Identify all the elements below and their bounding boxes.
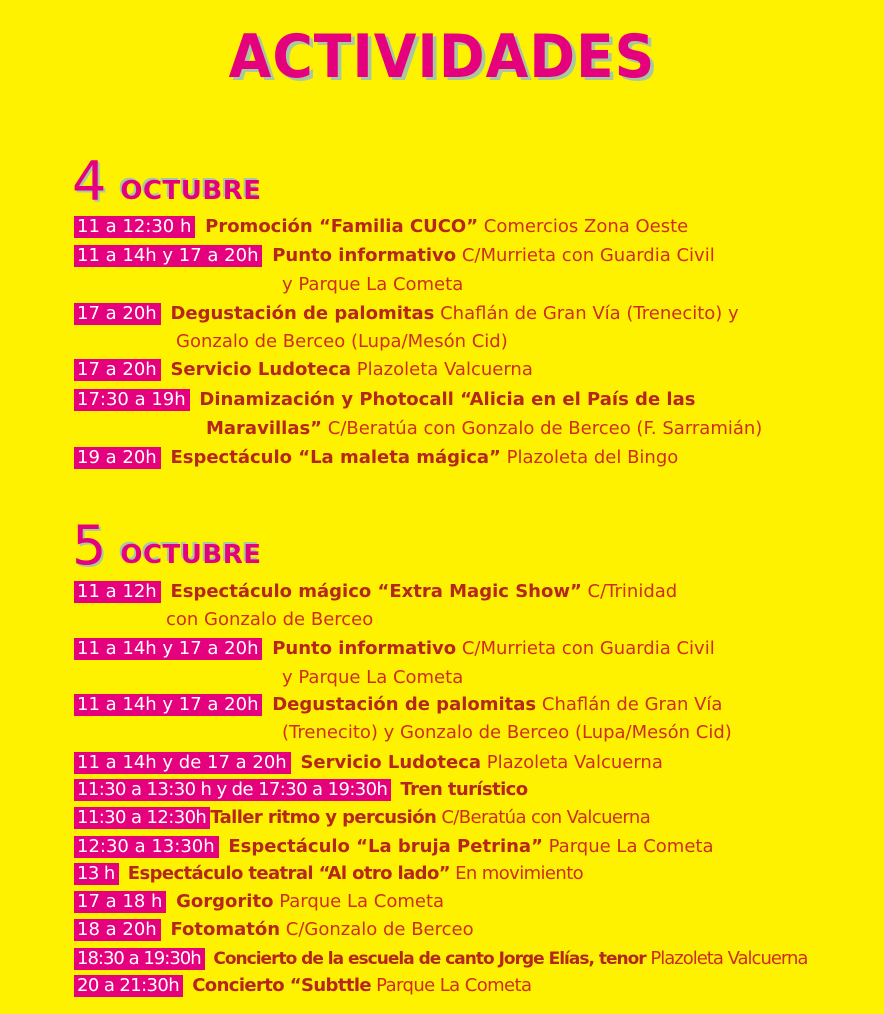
event-row	[74, 447, 678, 469]
event-time: 18:30 a 19:30h	[74, 948, 205, 970]
event-row	[74, 919, 474, 941]
event-location: En movimiento	[455, 863, 584, 884]
event-time: 17 a 18 h	[74, 891, 166, 913]
event-location-cont: (Trenecito) y Gonzalo de Berceo (Lupa/Mesón Cid)	[282, 722, 732, 743]
event-time: 19 a 20h	[74, 447, 161, 469]
event-time: 11 a 14h y 17 a 20h	[74, 694, 262, 716]
event-activity: Espectáculo teatral “Al otro lado”	[127, 863, 450, 884]
event-time: 17:30 a 19h	[74, 389, 190, 411]
event-location: Plazoleta del Bingo	[506, 447, 679, 468]
event-activity: Servicio Ludoteca	[170, 359, 352, 380]
event-time: 17 a 20h	[74, 303, 161, 325]
event-time: 11:30 a 12:30h	[74, 807, 210, 829]
event-row	[74, 245, 715, 267]
event-time: 11 a 14h y 17 a 20h	[74, 638, 262, 660]
event-location-cont: Gonzalo de Berceo (Lupa/Mesón Cid)	[176, 331, 508, 352]
day-month: OCTUBRE	[120, 540, 262, 570]
event-row	[74, 389, 695, 411]
day-number: 4	[72, 150, 107, 213]
event-location-cont: con Gonzalo de Berceo	[166, 609, 374, 630]
event-time: 12:30 a 13:30h	[74, 836, 219, 858]
event-location: C/Beratúa con Valcuerna	[441, 807, 651, 828]
event-row	[74, 638, 715, 660]
event-time: 13 h	[74, 863, 119, 885]
day-month: OCTUBRE	[120, 176, 262, 206]
event-row	[74, 359, 533, 381]
event-time: 11:30 a 13:30 h y de 17:30 a 19:30h	[74, 779, 391, 801]
event-location: Comercios Zona Oeste	[483, 216, 689, 237]
event-row	[74, 694, 722, 716]
event-location: Chaflán de Gran Vía (Trenecito) y	[440, 303, 739, 324]
event-location: C/Murrieta con Guardia Civil	[461, 245, 715, 266]
event-activity: Promoción “Familia CUCO”	[205, 216, 479, 237]
event-time: 11 a 12h	[74, 581, 161, 603]
event-location: C/Gonzalo de Berceo	[285, 919, 474, 940]
event-row	[74, 779, 527, 801]
event-activity: Punto informativo	[272, 245, 457, 266]
event-activity: Gorgorito	[176, 891, 274, 912]
event-activity: Taller ritmo y percusión	[210, 807, 437, 828]
event-activity: Concierto “Subttle	[192, 975, 372, 996]
event-location: Plazoleta Valcuerna	[650, 948, 808, 969]
event-time: 11 a 14h y de 17 a 20h	[74, 752, 291, 774]
event-time: 18 a 20h	[74, 919, 161, 941]
event-activity: Dinamización y Photocall “Alicia en el País de las	[199, 389, 696, 410]
event-location: Parque La Cometa	[376, 975, 532, 996]
event-activity: Espectáculo “La bruja Petrina”	[228, 836, 543, 857]
event-activity: Espectáculo “La maleta mágica”	[170, 447, 501, 468]
event-time: 20 a 21:30h	[74, 975, 183, 997]
event-activity: Punto informativo	[272, 638, 457, 659]
event-time: 11 a 14h y 17 a 20h	[74, 245, 262, 267]
event-location-cont: y Parque La Cometa	[282, 274, 464, 295]
event-time: 11 a 12:30 h	[74, 216, 195, 238]
event-cont-line	[206, 418, 762, 440]
day-number: 5	[72, 514, 107, 577]
event-row	[74, 863, 583, 885]
event-location: C/Trinidad	[587, 581, 678, 602]
event-location: Parque La Cometa	[279, 891, 445, 912]
event-location: Plazoleta Valcuerna	[486, 752, 663, 773]
event-row	[74, 303, 739, 325]
event-activity: Degustación de palomitas	[272, 694, 537, 715]
event-location: C/Murrieta con Guardia Civil	[461, 638, 715, 659]
day-heading-5	[72, 514, 262, 577]
page-title: ACTIVIDADES	[228, 22, 656, 92]
event-location: Plazoleta Valcuerna	[356, 359, 533, 380]
event-activity: Degustación de palomitas	[170, 303, 435, 324]
event-row	[74, 581, 677, 603]
event-location-cont: C/Beratúa con Gonzalo de Berceo (F. Sarramián)	[327, 418, 763, 439]
event-activity-cont: Maravillas”	[206, 418, 323, 439]
event-activity: Concierto de la escuela de canto Jorge Elías, tenor	[213, 949, 646, 969]
event-row	[74, 807, 650, 829]
event-activity: Espectáculo mágico “Extra Magic Show”	[170, 581, 582, 602]
event-location: Parque La Cometa	[548, 836, 714, 857]
event-row	[74, 975, 531, 997]
event-location: Chaflán de Gran Vía	[541, 694, 723, 715]
event-row	[74, 836, 714, 858]
event-row	[74, 948, 807, 970]
day-heading-4	[72, 150, 262, 213]
event-row	[74, 752, 663, 774]
event-time: 17 a 20h	[74, 359, 161, 381]
event-row	[74, 891, 444, 913]
event-row	[74, 216, 688, 238]
event-location-cont: y Parque La Cometa	[282, 667, 464, 688]
event-activity: Servicio Ludoteca	[300, 752, 482, 773]
event-activity: Tren turístico	[400, 779, 528, 800]
event-activity: Fotomatón	[170, 919, 281, 940]
